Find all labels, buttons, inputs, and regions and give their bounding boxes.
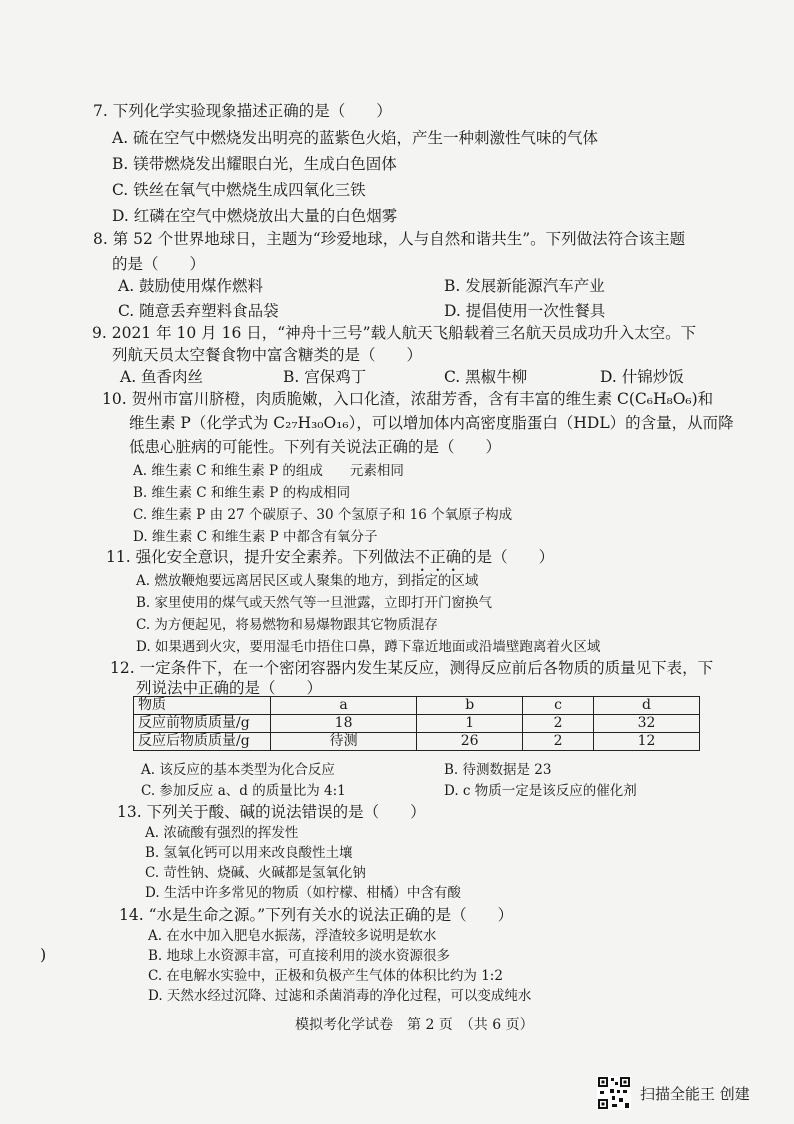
q12-option-c: C. 参加反应 a、d 的质量比为 4:1 xyxy=(141,783,346,799)
table-cell: 反应后物质质量/g xyxy=(134,733,271,751)
q10-option-b: B. 维生素 C 和维生素 P 的构成相同 xyxy=(133,485,351,501)
q12-option-a: A. 该反应的基本类型为化合反应 xyxy=(141,762,335,778)
q11-stem-part1: 11. 强化安全意识，提升安全素养。下列做法 xyxy=(106,548,415,566)
q10-option-c: C. 维生素 P 由 27 个碳原子、30 个氢原子和 16 个氧原子构成 xyxy=(133,507,513,523)
q8-option-c: C. 随意丢弃塑料食品袋 xyxy=(118,302,279,320)
q8-option-a: A. 鼓励使用煤作燃料 xyxy=(118,277,264,295)
q9-option-b: B. 宫保鸡丁 xyxy=(283,368,367,386)
q8-stem-line1: 8. 第 52 个世界地球日，主题为“珍爱地球，人与自然和谐共生”。下列做法符合该主题 xyxy=(93,230,686,248)
q8-option-d: D. 提倡使用一次性餐具 xyxy=(444,302,606,320)
qr-code-icon xyxy=(597,1076,631,1110)
table-header-cell: 物质 xyxy=(134,697,271,715)
q7-option-a: A. 硫在空气中燃烧发出明亮的蓝紫色火焰，产生一种刺激性气味的气体 xyxy=(112,129,599,147)
q8-option-b: B. 发展新能源汽车产业 xyxy=(444,277,605,295)
table-cell: 18 xyxy=(271,715,417,733)
q11-stem-emphasis: 不正确 xyxy=(414,548,462,566)
q9-option-a: A. 鱼香肉丝 xyxy=(120,368,204,386)
q11-option-c: C. 为方便起见，将易燃物和易爆物跟其它物质混存 xyxy=(136,617,438,633)
table-header-cell: c xyxy=(523,697,594,715)
q13-option-a: A. 浓硫酸有强烈的挥发性 xyxy=(145,825,299,841)
q14-option-c: C. 在电解水实验中，正极和负极产生气体的体积比约为 1:2 xyxy=(148,968,503,984)
q10-stem-line3: 低患心脏病的可能性。下列有关说法正确的是（ ） xyxy=(129,438,502,456)
q11-option-b: B. 家里使用的煤气或天然气等一旦泄露，立即打开门窗换气 xyxy=(136,595,493,611)
table-row xyxy=(134,733,700,751)
q13-option-c: C. 苛性钠、烧碱、火碱都是氢氧化钠 xyxy=(145,865,366,881)
q8-stem-line2: 的是（ ） xyxy=(112,255,206,273)
mass-data-table xyxy=(133,696,700,751)
q14-option-d: D. 天然水经过沉降、过滤和杀菌消毒的净化过程，可以变成纯水 xyxy=(148,988,532,1004)
table-cell: 待测 xyxy=(271,733,417,751)
table-cell: 12 xyxy=(593,733,699,751)
q9-option-c: C. 黑椒牛柳 xyxy=(444,368,528,386)
q12-option-b: B. 待测数据是 23 xyxy=(444,762,552,778)
q9-stem-line2: 列航天员太空餐食物中富含糖类的是（ ） xyxy=(112,346,423,364)
stray-bracket-mark: ) xyxy=(40,945,47,964)
table-cell: 2 xyxy=(523,733,594,751)
table-header-row xyxy=(134,697,700,715)
table-row xyxy=(134,715,700,733)
q7-option-c: C. 铁丝在氧气中燃烧生成四氧化三铁 xyxy=(112,181,366,199)
table-cell: 反应前物质质量/g xyxy=(134,715,271,733)
q11-option-a: A. 燃放鞭炮要远离居民区或人聚集的地方，到指定的区域 xyxy=(136,573,479,589)
q14-option-b: B. 地球上水资源丰富，可直接利用的淡水资源很多 xyxy=(148,948,451,964)
q13-option-d: D. 生活中许多常见的物质（如柠檬、柑橘）中含有酸 xyxy=(145,885,461,901)
q14-stem: 14. “水是生命之源。”下列有关水的说法正确的是（ ） xyxy=(119,906,514,924)
table-cell: 2 xyxy=(523,715,594,733)
table-header-cell: a xyxy=(271,697,417,715)
table-cell: 26 xyxy=(417,733,523,751)
q9-stem-line1: 9. 2021 年 10 月 16 日，“神舟十三号”载人航天飞船载着三名航天员成功升入太空。下 xyxy=(92,324,697,342)
table-cell: 32 xyxy=(593,715,699,733)
table-header-cell: b xyxy=(417,697,523,715)
page-footer: 模拟考化学试卷 第 2 页 （共 6 页） xyxy=(295,1017,534,1033)
q14-option-a: A. 在水中加入肥皂水振荡，浮渣较多说明是软水 xyxy=(148,928,437,944)
q11-stem-part3: 的是（ ） xyxy=(461,548,555,566)
q13-stem: 13. 下列关于酸、碱的说法错误的是（ ） xyxy=(117,803,426,821)
q12-option-d: D. c 物质一定是该反应的催化剂 xyxy=(444,783,637,799)
q10-stem-line2: 维生素 P（化学式为 C₂₇H₃₀O₁₆），可以增加体内高密度脂蛋白（HDL）的含量，从而降 xyxy=(129,414,734,432)
q10-option-a: A. 维生素 C 和维生素 P 的组成 元素相同 xyxy=(133,463,404,479)
q12-stem-line1: 12. 一定条件下，在一个密闭容器内发生某反应，测得反应前后各物质的质量见下表，下 xyxy=(110,659,714,677)
q7-option-b: B. 镁带燃烧发出耀眼白光，生成白色固体 xyxy=(112,155,397,173)
q12-stem-line2: 列说法中正确的是（ ） xyxy=(136,679,323,697)
q10-option-d: D. 维生素 C 和维生素 P 中都含有氧分子 xyxy=(133,529,378,545)
q13-option-b: B. 氢氧化钙可以用来改良酸性土壤 xyxy=(145,845,353,861)
table-cell: 1 xyxy=(417,715,523,733)
q10-stem-line1: 10. 贺州市富川脐橙，肉质脆嫩，入口化渣，浓甜芳香，含有丰富的维生素 C(C₆H₈O₆)和 xyxy=(102,390,714,408)
q9-option-d: D. 什锦炒饭 xyxy=(600,368,684,386)
scanner-watermark: 扫描全能王 创建 xyxy=(640,1085,750,1103)
q7-stem: 7. 下列化学实验现象描述正确的是（ ） xyxy=(93,102,392,120)
q7-option-d: D. 红磷在空气中燃烧放出大量的白色烟雾 xyxy=(112,207,398,225)
q11-option-d: D. 如果遇到火灾，要用湿毛巾捂住口鼻，蹲下靠近地面或沿墙壁跑离着火区域 xyxy=(136,639,601,655)
table-header-cell: d xyxy=(593,697,699,715)
